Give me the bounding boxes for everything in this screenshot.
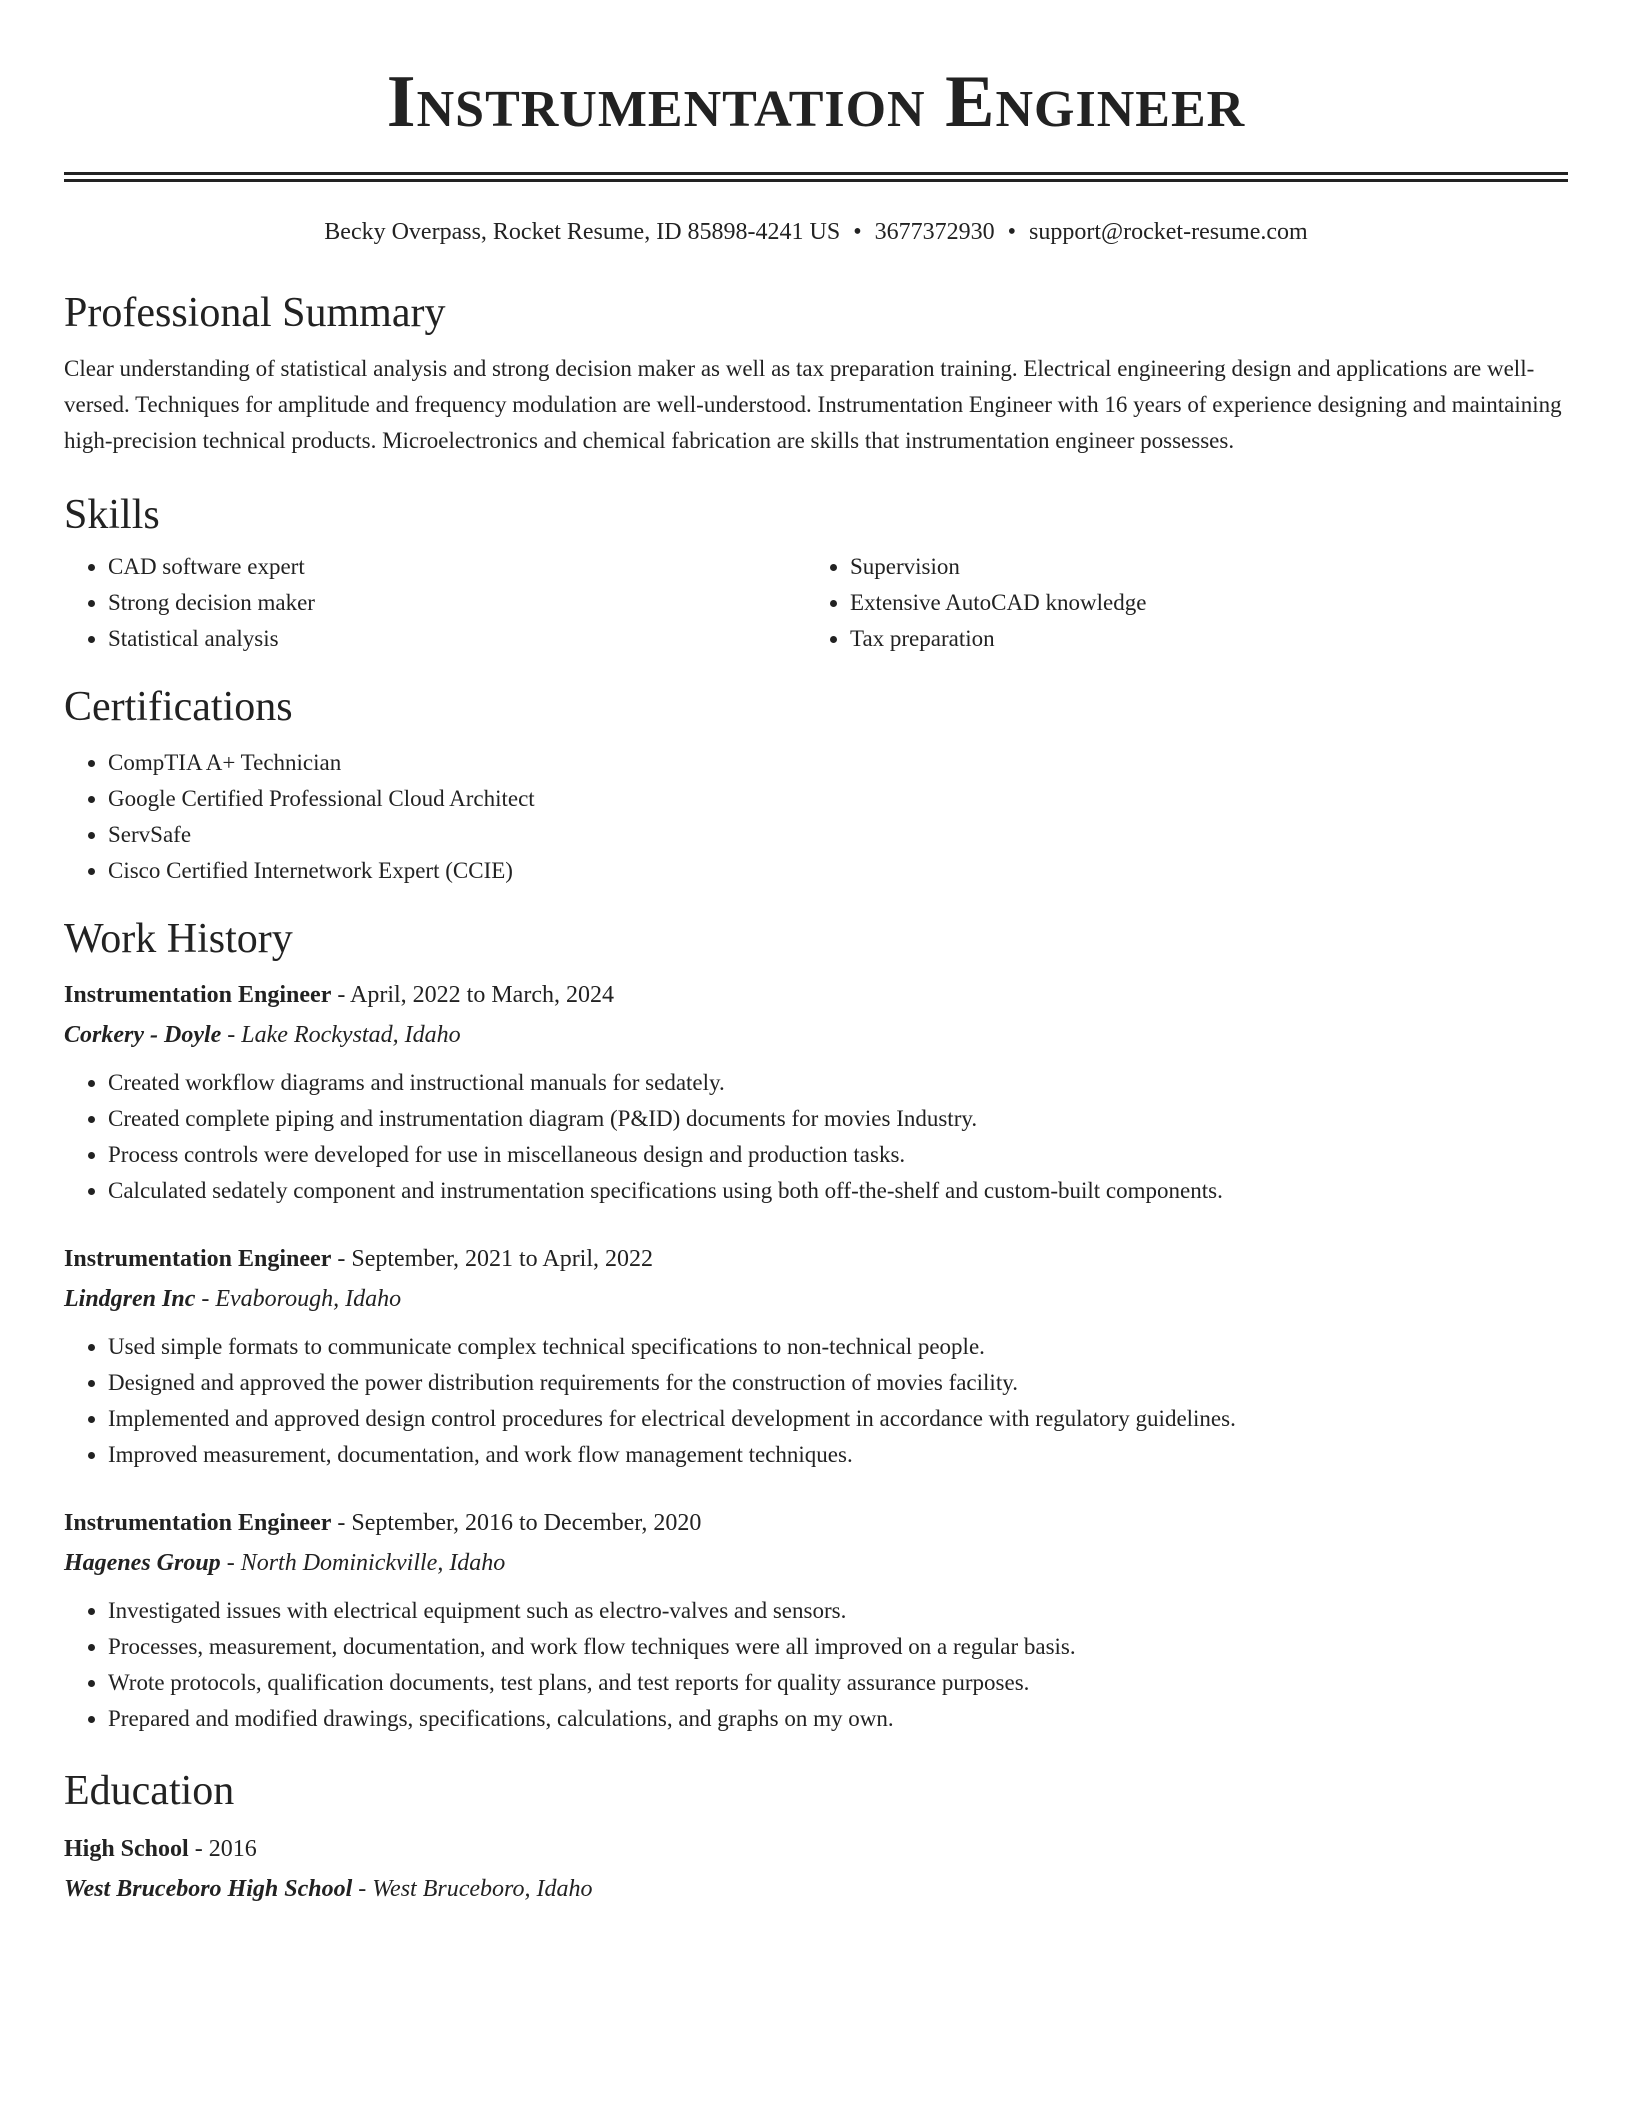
- contact-line: [64, 217, 1568, 247]
- dash: -: [331, 982, 351, 1008]
- job-dates: September, 2021 to April, 2022: [351, 1246, 654, 1272]
- education-heading: Education: [64, 1768, 235, 1814]
- skill-item: • Supervision: [850, 549, 1548, 585]
- certifications-heading: Certifications: [64, 684, 293, 730]
- certification-item: • CompTIA A+ Technician: [108, 745, 1568, 781]
- contact-phone: 3677372930: [874, 219, 995, 245]
- job-entry: [64, 977, 1568, 1209]
- education-degree: High School: [64, 1836, 189, 1862]
- skill-item: • CAD software expert: [108, 549, 806, 585]
- job-bullet: • Processes, measurement, documentation, and work flow techniques were all improved on a regular basis.: [108, 1629, 1568, 1665]
- dash: -: [352, 1876, 373, 1902]
- job-bullet: • Used simple formats to communicate complex technical specifications to non-technical people.: [108, 1329, 1568, 1365]
- job-bullet: • Improved measurement, documentation, and work flow management techniques.: [108, 1437, 1568, 1473]
- company-line: [64, 1017, 1568, 1053]
- skills-heading: Skills: [64, 492, 160, 538]
- job-bullets: [64, 1329, 1568, 1473]
- job-dates: September, 2016 to December, 2020: [351, 1510, 702, 1536]
- summary-text: Clear understanding of statistical analysis and strong decision maker as well as tax preparation training. Electrical engineering design and applications are well-versed. Techniques for amplitude and frequency modulation are well-understood. Instrumentation Engineer with 16 years of experience designing and maintaining high-precision technical products. Microelectronics and chemical fabrication are skills that instrumentation engineer possesses.: [64, 356, 1562, 453]
- job-title-line: [64, 977, 1568, 1013]
- job-bullets: [64, 1065, 1568, 1209]
- job-bullet: • Investigated issues with electrical equipment such as electro-valves and sensors.: [108, 1593, 1568, 1629]
- contact-separator: •: [853, 219, 862, 245]
- skills-list: [64, 549, 1568, 657]
- dash: -: [331, 1246, 352, 1272]
- skill-item: • Strong decision maker: [108, 585, 806, 621]
- skills-column-right: [806, 549, 1548, 657]
- job-title-line: [64, 1505, 1568, 1541]
- education-location: West Bruceboro, Idaho: [372, 1876, 593, 1902]
- contact-email: support@rocket-resume.com: [1029, 219, 1308, 245]
- dash: -: [220, 1550, 241, 1576]
- skill-item: • Statistical analysis: [108, 621, 806, 657]
- certification-item: • Cisco Certified Internetwork Expert (CCIE): [108, 853, 1568, 889]
- company-location: Lake Rockystad, Idaho: [241, 1022, 461, 1048]
- certification-item: • Google Certified Professional Cloud Architect: [108, 781, 1568, 817]
- work-history-heading: Work History: [64, 916, 293, 962]
- job-bullet: • Wrote protocols, qualification documents, test plans, and test reports for quality assurance purposes.: [108, 1665, 1568, 1701]
- job-bullet: • Process controls were developed for use in miscellaneous design and production tasks.: [108, 1137, 1568, 1173]
- job-entry: [64, 1505, 1568, 1737]
- skill-item: • Extensive AutoCAD knowledge: [850, 585, 1548, 621]
- contact-separator: •: [1007, 219, 1017, 245]
- company-location: North Dominickville, Idaho: [240, 1550, 506, 1576]
- job-entry: [64, 1241, 1568, 1473]
- company-name: Corkery - Doyle: [64, 1022, 222, 1048]
- job-title: Instrumentation Engineer: [64, 1246, 332, 1272]
- job-dates: April, 2022 to March, 2024: [350, 982, 614, 1008]
- contact-address: Becky Overpass, Rocket Resume, ID 85898-4241 US: [324, 219, 841, 245]
- job-bullet: • Implemented and approved design control procedures for electrical development in accordance with regulatory guidelines.: [108, 1401, 1568, 1437]
- company-name: Lindgren Inc: [64, 1286, 196, 1312]
- title-divider: [64, 172, 1568, 182]
- skills-column-left: [64, 549, 806, 657]
- education-school: West Bruceboro High School: [64, 1876, 353, 1902]
- dash: -: [188, 1836, 209, 1862]
- job-bullet: • Prepared and modified drawings, specifications, calculations, and graphs on my own.: [108, 1701, 1568, 1737]
- summary-heading: Professional Summary: [64, 290, 446, 336]
- job-title: Instrumentation Engineer: [64, 982, 332, 1008]
- certification-item: • ServSafe: [108, 817, 1568, 853]
- job-title: Instrumentation Engineer: [64, 1510, 332, 1536]
- dash: -: [195, 1286, 216, 1312]
- education-school-line: [64, 1871, 1568, 1907]
- job-bullets: [64, 1593, 1568, 1737]
- company-location: Evaborough, Idaho: [215, 1286, 402, 1312]
- dash: -: [331, 1510, 352, 1536]
- job-bullet: • Created workflow diagrams and instructional manuals for sedately.: [108, 1065, 1568, 1101]
- company-line: [64, 1545, 1568, 1581]
- dash: -: [221, 1022, 242, 1048]
- education-degree-line: [64, 1831, 1568, 1867]
- resume-title: Instrumentation Engineer: [386, 61, 1246, 143]
- job-bullet: • Created complete piping and instrumentation diagram (P&ID) documents for movies Industry.: [108, 1101, 1568, 1137]
- job-bullet: • Designed and approved the power distribution requirements for the construction of movies facility.: [108, 1365, 1568, 1401]
- certifications-list: [64, 745, 1568, 889]
- company-name: Hagenes Group: [64, 1550, 221, 1576]
- skill-item: • Tax preparation: [850, 621, 1548, 657]
- job-title-line: [64, 1241, 1568, 1277]
- job-bullet: • Calculated sedately component and instrumentation specifications using both off-the-shelf and custom-built components.: [108, 1173, 1568, 1209]
- company-line: [64, 1281, 1568, 1317]
- education-year: 2016: [208, 1836, 257, 1862]
